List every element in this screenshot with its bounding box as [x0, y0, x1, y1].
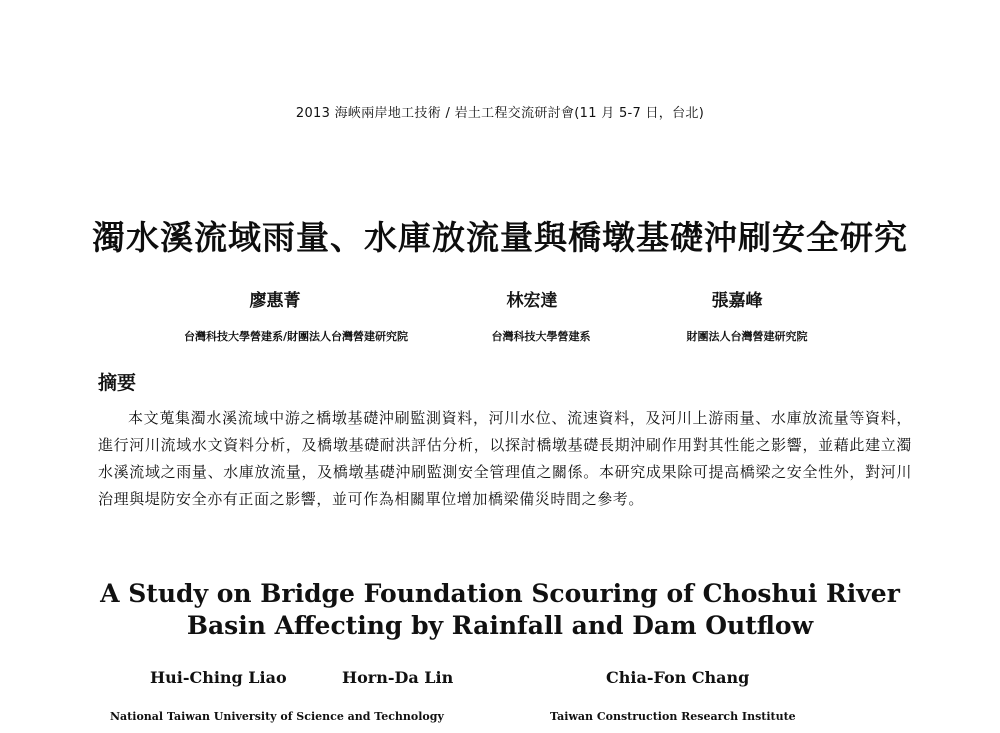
affiliation-en-2: Taiwan Construction Research Institute — [550, 710, 796, 723]
author-zh-3: 張嘉峰 — [711, 291, 763, 311]
affiliation-en-1: National Taiwan University of Science and Technology — [110, 710, 444, 723]
abstract-body: 本文蒐集濁水溪流域中游之橋墩基礎沖刷監測資料，河川水位、流速資料，及河川上游雨量、水庫放流量等資料，進行河川流域水文資料分析，及橋墩基礎耐洪評估分析，以探討橋墩基礎長期沖刷作用對其性能之影響，並藉此建立濁水溪流域之雨量、水庫放流量，及橋墩基礎沖刷監測安全管理值之關係。本研究成果除可提高橋梁之安全性外，對河川治理與堤防安全亦有正面之影響，並可作為相關單位增加橋梁備災時間之參考。 — [98, 409, 912, 508]
title-english — [0, 578, 1000, 642]
author-en-3: Chia-Fon Chang — [606, 668, 750, 687]
author-zh-1: 廖惠菁 — [249, 291, 301, 311]
affiliation-zh-2: 台灣科技大學營建系 — [491, 330, 591, 343]
author-zh-2: 林宏達 — [506, 291, 558, 311]
conference-header: 2013 海峽兩岸地工技術 / 岩土工程交流研討會(11 月 5-7 日，台北) — [295, 106, 705, 121]
abstract-heading: 摘要 — [98, 372, 137, 394]
affiliation-zh-1: 台灣科技大學營建系/財團法人台灣營建研究院 — [183, 330, 409, 343]
author-en-2: Horn-Da Lin — [342, 668, 454, 687]
affiliation-zh-3: 財團法人台灣營建研究院 — [686, 330, 808, 343]
title-english-line-2: Basin Affecting by Rainfall and Dam Outflow — [186, 611, 814, 640]
author-en-1: Hui-Ching Liao — [150, 668, 287, 687]
title-english-line-1: A Study on Bridge Foundation Scouring of Choshui River — [100, 579, 900, 608]
title-chinese: 濁水溪流域雨量、水庫放流量與橋墩基礎沖刷安全研究 — [92, 218, 908, 257]
